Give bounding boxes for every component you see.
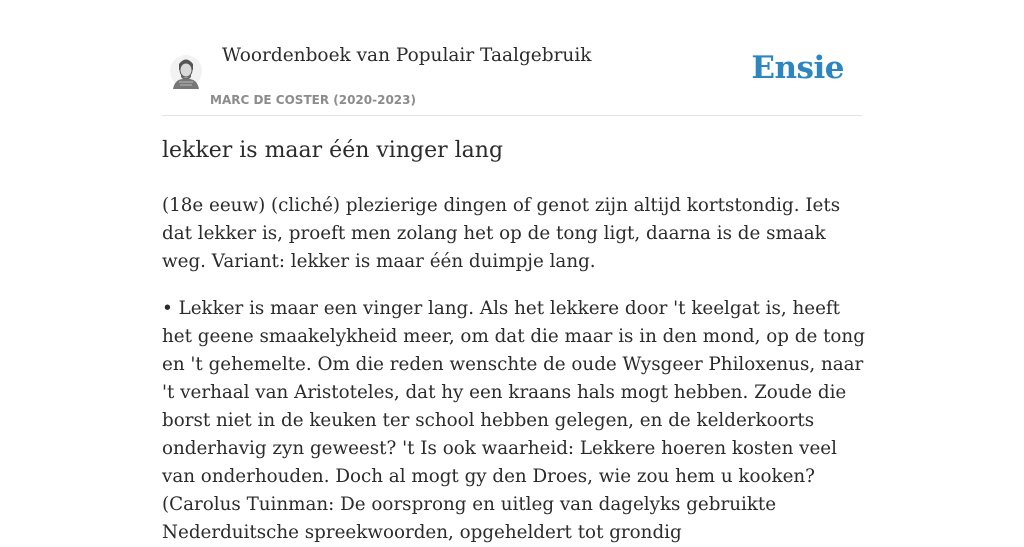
author-byline: MARC DE COSTER (2020-2023) [210,93,416,107]
dictionary-header [162,40,862,116]
entry-citation: • Lekker is maar een vinger lang. Als het lekkere door 't keelgat is, heeft het geene smaakelykheid meer, om dat die maar is in den mond, op de tong en 't gehemelte. Om die reden wenschte de oude Wysgeer Philoxenus, naar 't verhaal van Aristoteles, dat hy een kraans hals mogt hebben. Zoude die borst niet in de keuken ter school hebben gelegen, en de kelderkoorts onderhavig zyn geweest? 't Is ook waarheid: Lekkere hoeren kosten veel van onderhouden. Doch al mogt gy den Droes, wie zou hem u kooken? (Carolus Tuinman: De oorsprong en uitleg van dagelyks gebruikte Nederduitsche spreekwoorden, opgeheldert tot grondig [162,298,865,543]
ensie-logo[interactable]: Ensie [751,50,844,86]
dictionary-title-link[interactable]: Woordenboek van Populair Taalgebruik [222,45,592,66]
entry-definition: (18e eeuw) (cliché) plezierige dingen of genot zijn altijd kortstondig. Iets dat lekker is, proeft men zolang het op de tong ligt, daarna is de smaak weg. Variant: lekker is maar één duimpje lang. [162,195,841,272]
entry-title: lekker is maar één vinger lang [162,138,504,163]
author-portrait-icon[interactable] [169,52,203,90]
